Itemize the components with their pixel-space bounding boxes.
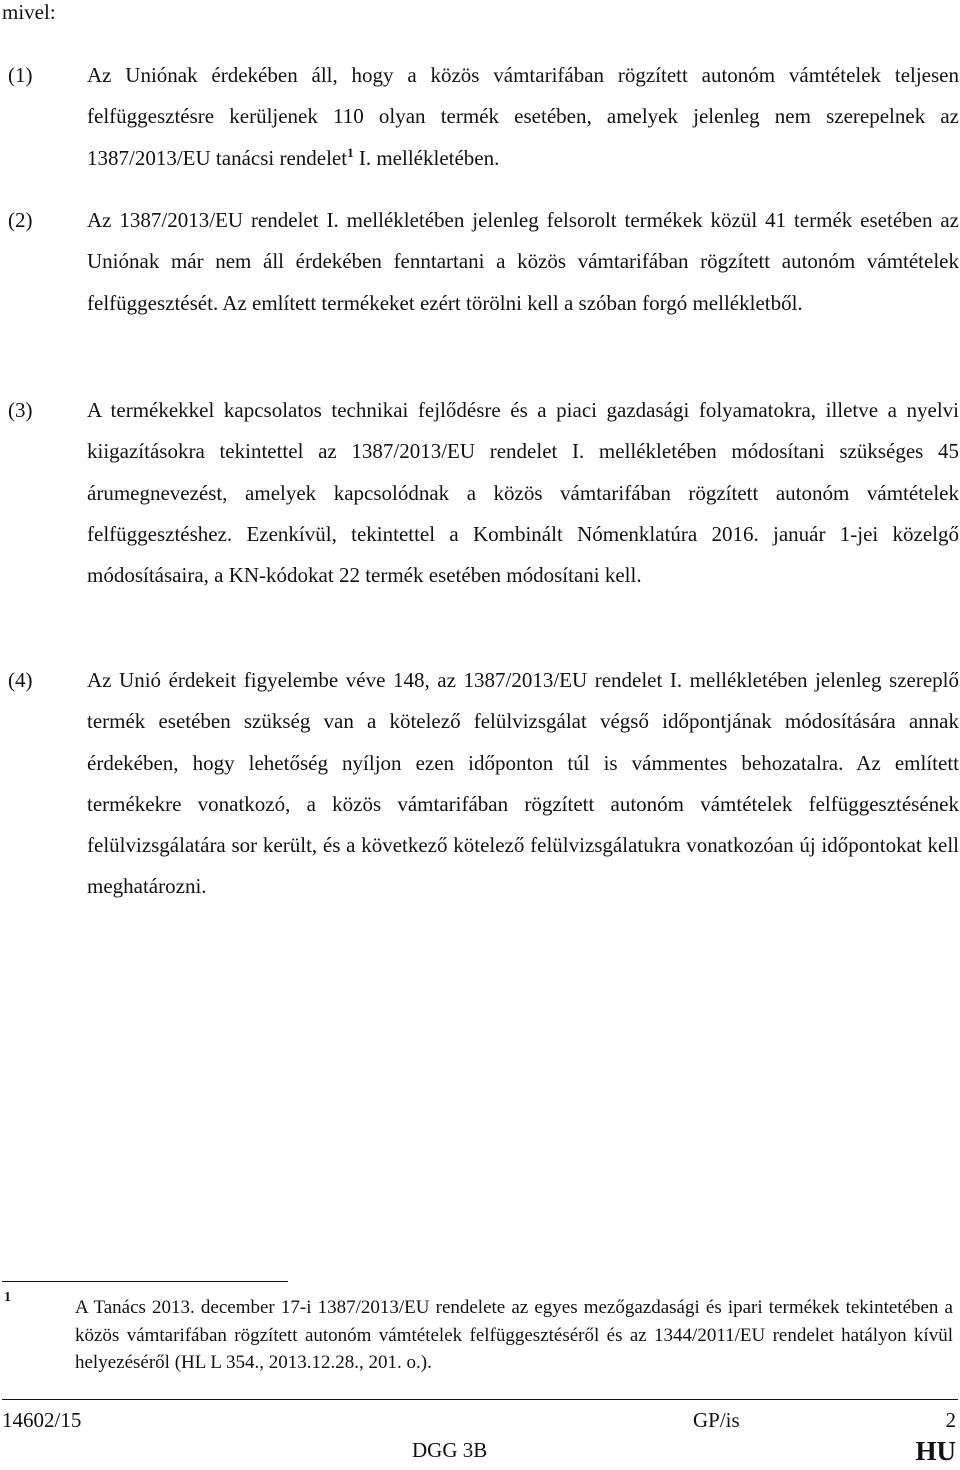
recital-number: (3) [8,398,33,422]
page-number: 2 [945,1408,956,1432]
footnote-mark: 1 [4,1290,11,1305]
footnote-reference[interactable]: 1 [347,144,354,160]
recital-text: A termékekkel kapcsolatos technikai fejlődésre és a piaci gazdasági folyamatokra, illetve a nyelvi kiigazításokra tekintettel az 1387/2013/EU rendelet I. mellékletében módosítani szükséges 45 árumegnevezést, amelyek kapcsolódnak a közös vámtarifában rögzített autonóm vámtételek felfüggesztéshez. Ezenkívül, tekintettel a Kombinált Nómenklatúra 2016. január 1-jei közelgő módosításaira, a KN-kódokat 22 termék esetében módosítani kell. [87,398,959,588]
recital-text: Az Uniónak érdekében áll, hogy a közös vámtarifában rögzített autonóm vámtételek teljesen felfüggesztésre kerüljenek 110 olyan termék esetében, amelyek jelenleg nem szerepelnek az 1387/2013/EU tanácsi rendelet$^1$ I. mellékletében. [87,63,959,170]
recital-number: (4) [8,668,33,692]
recital-text: Az Unió érdekeit figyelembe véve 148, az 1387/2013/EU rendelet I. mellékletében jelenleg szereplő termék esetében szükség van a kötelező felülvizsgálat végső időpontjának módosítására annak érdekében, hogy lehetőség nyíljon ezen időponton túl is vámmentes behozatalra. Az említett termékekre vonatkozó, a közös vámtarifában rögzített autonóm vámtételek felfüggesztésének felülvizsgálatára sor került, és a következő kötelező felülvizsgálatukra vonatkozóan új időpontokat kell meghatározni. [87,668,959,899]
footer-divider [2,1399,958,1400]
recital-text: Az 1387/2013/EU rendelet I. mellékletében jelenleg felsorolt termékek közül 41 termék esetében az Uniónak már nem áll érdekében fenntartani a közös vámtarifában rögzített autonóm vámtételek felfüggesztését. Az említett termékeket ezért törölni kell a szóban forgó mellékletből. [87,208,959,315]
language-code: HU [915,1436,956,1466]
document-number: 14602/15 [2,1408,82,1432]
recital-number: (2) [8,208,33,232]
footnote-separator [2,1281,288,1282]
footnote-text: A Tanács 2013. december 17-i 1387/2013/EU rendelete az egyes mezőgazdasági és ipari termékek tekintetében a közös vámtarifában rögzített autonóm vámtételek felfüggesztéséről és az 1344/2011/EU rendelet hatályon kívül helyezéséről (HL L 354., 2013.12.28., 201. o.). [75,1297,953,1373]
author-initials: GP/is [693,1408,740,1432]
intro-text: mivel: [2,0,56,24]
recital-number: (1) [8,63,33,87]
department-code: DGG 3B [412,1438,488,1462]
